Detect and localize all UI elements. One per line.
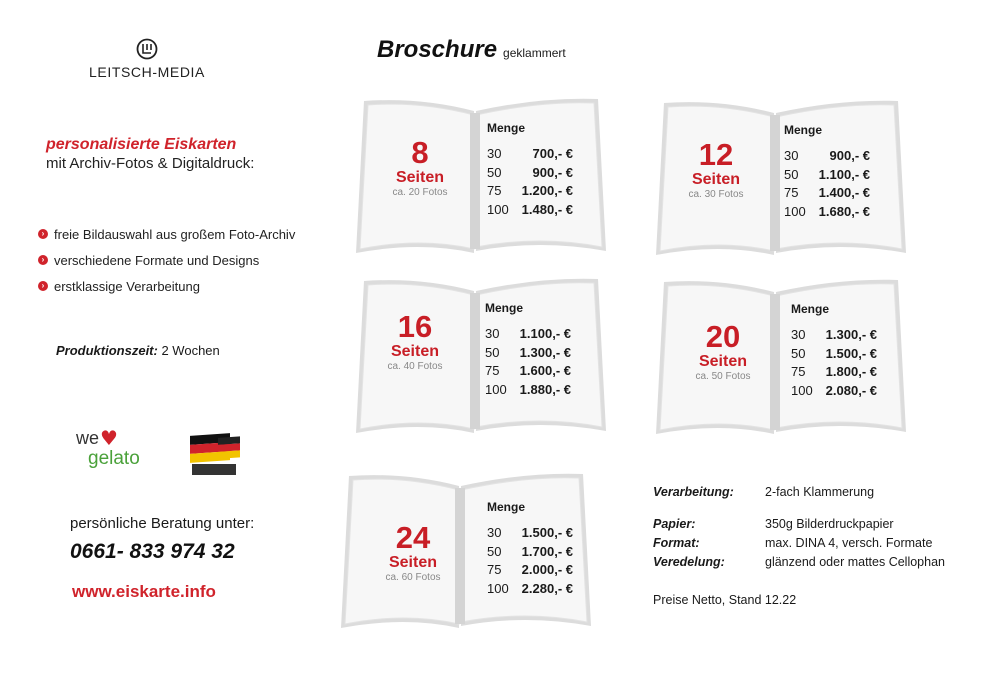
booklet-card (650, 97, 912, 257)
quantity-header: Menge (487, 121, 526, 135)
quantity: 30 (791, 327, 806, 342)
spec-value: glänzend oder mattes Cellophan (765, 555, 945, 569)
price-table (487, 121, 573, 219)
price: 1.480,- € (521, 201, 573, 217)
spec-row (653, 515, 945, 534)
price-table (784, 123, 870, 221)
heart-icon: ♥ (100, 426, 118, 450)
spec-row (653, 483, 945, 502)
page-count (380, 137, 460, 199)
pages-label: Seiten (390, 343, 439, 360)
spec-label: Format: (653, 536, 700, 550)
arrow-bullet-icon: › (38, 281, 48, 291)
price-row (791, 363, 877, 382)
page-number: 12 (698, 137, 734, 172)
production-label: Produktionszeit: (56, 343, 158, 358)
booklet-card (650, 276, 912, 436)
price: 1.200,- € (521, 183, 573, 198)
price-row (487, 561, 573, 580)
price: 1.100,- € (519, 326, 571, 341)
price-row (485, 381, 571, 400)
spec-row (653, 553, 945, 572)
price-row (485, 344, 571, 363)
spec-label: Veredelung: (653, 555, 725, 569)
price: 1.100,- € (818, 166, 870, 182)
quantity: 75 (485, 363, 500, 378)
price: 1.300,- € (519, 344, 571, 360)
quantity: 100 (487, 580, 509, 596)
pages-label: Seiten (698, 353, 747, 370)
spec-value: 350g Bilderdruckpapier (765, 517, 894, 531)
price: 900,- € (829, 148, 870, 163)
price-row (487, 145, 573, 164)
booklet-card (350, 95, 612, 255)
quantity-header: Menge (487, 500, 526, 514)
photo-count: ca. 30 Fotos (688, 189, 744, 200)
arrow-bullet-icon: › (38, 229, 48, 239)
quantity: 100 (784, 203, 806, 219)
pages-label: Seiten (395, 169, 444, 186)
price-row (784, 166, 870, 185)
price: 1.400,- € (818, 185, 870, 200)
page-number: 8 (411, 135, 429, 170)
price-table (487, 500, 573, 598)
germany-flag-icon (188, 428, 244, 476)
photo-count: ca. 60 Fotos (385, 572, 441, 583)
photo-count: ca. 50 Fotos (695, 371, 751, 382)
price: 2.000,- € (521, 562, 573, 577)
leitsch-media-logo (82, 38, 212, 80)
price-row (487, 543, 573, 562)
price: 1.600,- € (519, 363, 571, 378)
price: 1.800,- € (825, 364, 877, 379)
intro-title: personalisierte Eiskarten (46, 136, 237, 153)
quantity: 30 (487, 525, 502, 540)
we-love-gelato-logo (76, 428, 166, 476)
price-table (485, 301, 571, 399)
price: 1.700,- € (521, 543, 573, 559)
price-row (791, 345, 877, 364)
photo-count: ca. 40 Fotos (387, 361, 443, 372)
spec-value: 2-fach Klammerung (765, 485, 875, 499)
price-row (487, 164, 573, 183)
feature-item (38, 247, 295, 273)
quantity: 50 (487, 543, 502, 559)
price-row (784, 203, 870, 222)
booklet-card (335, 470, 597, 630)
phone-number[interactable]: 0661- 833 974 32 (70, 540, 235, 563)
photo-count: ca. 20 Fotos (392, 187, 448, 198)
price: 900,- € (532, 164, 573, 180)
pages-label: Seiten (691, 171, 740, 188)
quantity: 50 (784, 166, 799, 182)
feature-text: erstklassige Verarbeitung (54, 278, 200, 294)
page-count (373, 522, 453, 584)
contact-label: persönliche Beratung unter: (70, 515, 255, 532)
quantity: 50 (487, 164, 502, 180)
brand-name: LEITSCH-MEDIA (89, 64, 205, 80)
page-count (375, 311, 455, 373)
spec-label: Papier: (653, 517, 696, 531)
quantity: 75 (791, 364, 806, 379)
price: 1.880,- € (519, 381, 571, 397)
logo-mark-icon (136, 38, 158, 60)
price-row (487, 580, 573, 599)
quantity: 50 (485, 344, 500, 360)
feature-item (38, 221, 295, 247)
arrow-bullet-icon: › (38, 255, 48, 265)
price: 1.500,- € (521, 525, 573, 540)
feature-item (38, 273, 295, 299)
quantity: 75 (784, 185, 799, 200)
quantity: 100 (485, 381, 507, 397)
made-in-germany-badge (188, 428, 244, 476)
page-number: 16 (397, 309, 433, 344)
feature-text: freie Bildauswahl aus großem Foto-Archiv (54, 226, 296, 242)
price-row (791, 382, 877, 401)
quantity: 30 (487, 146, 502, 161)
page-number: 24 (395, 520, 431, 555)
quantity: 100 (791, 382, 813, 398)
page-count (676, 139, 756, 201)
we-love-line2: gelato (88, 448, 140, 469)
quantity: 75 (487, 562, 502, 577)
price: 2.280,- € (521, 580, 573, 596)
price-row (487, 201, 573, 220)
feature-list (38, 221, 295, 299)
price: 700,- € (532, 146, 573, 161)
spec-value: max. DINA 4, versch. Formate (765, 536, 933, 550)
quantity-header: Menge (791, 302, 830, 316)
intro-subtitle: mit Archiv-Fotos & Digitaldruck: (46, 155, 255, 172)
website-link[interactable]: www.eiskarte.info (72, 582, 216, 601)
production-value: 2 Wochen (161, 343, 220, 358)
price-table (791, 302, 877, 400)
quantity: 75 (487, 183, 502, 198)
spec-list (653, 483, 945, 572)
quantity: 30 (784, 148, 799, 163)
quantity-header: Menge (784, 123, 823, 137)
price: 1.300,- € (825, 327, 877, 342)
quantity-header: Menge (485, 301, 524, 315)
feature-text: verschiedene Formate und Designs (54, 252, 260, 268)
price-row (784, 147, 870, 166)
headline-subtitle: geklammert (503, 46, 566, 60)
pages-label: Seiten (388, 554, 437, 571)
headline (377, 36, 566, 64)
price-note: Preise Netto, Stand 12.22 (653, 593, 797, 607)
price: 1.500,- € (825, 345, 877, 361)
page-count (683, 321, 763, 383)
headline-title: Broschure (377, 36, 498, 63)
price: 2.080,- € (825, 382, 877, 398)
production-time (56, 343, 220, 358)
spec-row (653, 534, 945, 553)
page-number: 20 (705, 319, 741, 354)
quantity: 50 (791, 345, 806, 361)
price: 1.680,- € (818, 203, 870, 219)
we-love-line1: we (76, 428, 100, 448)
price-row (784, 184, 870, 203)
quantity: 100 (487, 201, 509, 217)
quantity: 30 (485, 326, 500, 341)
booklet-card (350, 275, 612, 435)
price-row (485, 325, 571, 344)
spec-label: Verarbeitung: (653, 485, 734, 499)
price-row (485, 362, 571, 381)
price-row (487, 524, 573, 543)
price-row (487, 182, 573, 201)
price-row (791, 326, 877, 345)
